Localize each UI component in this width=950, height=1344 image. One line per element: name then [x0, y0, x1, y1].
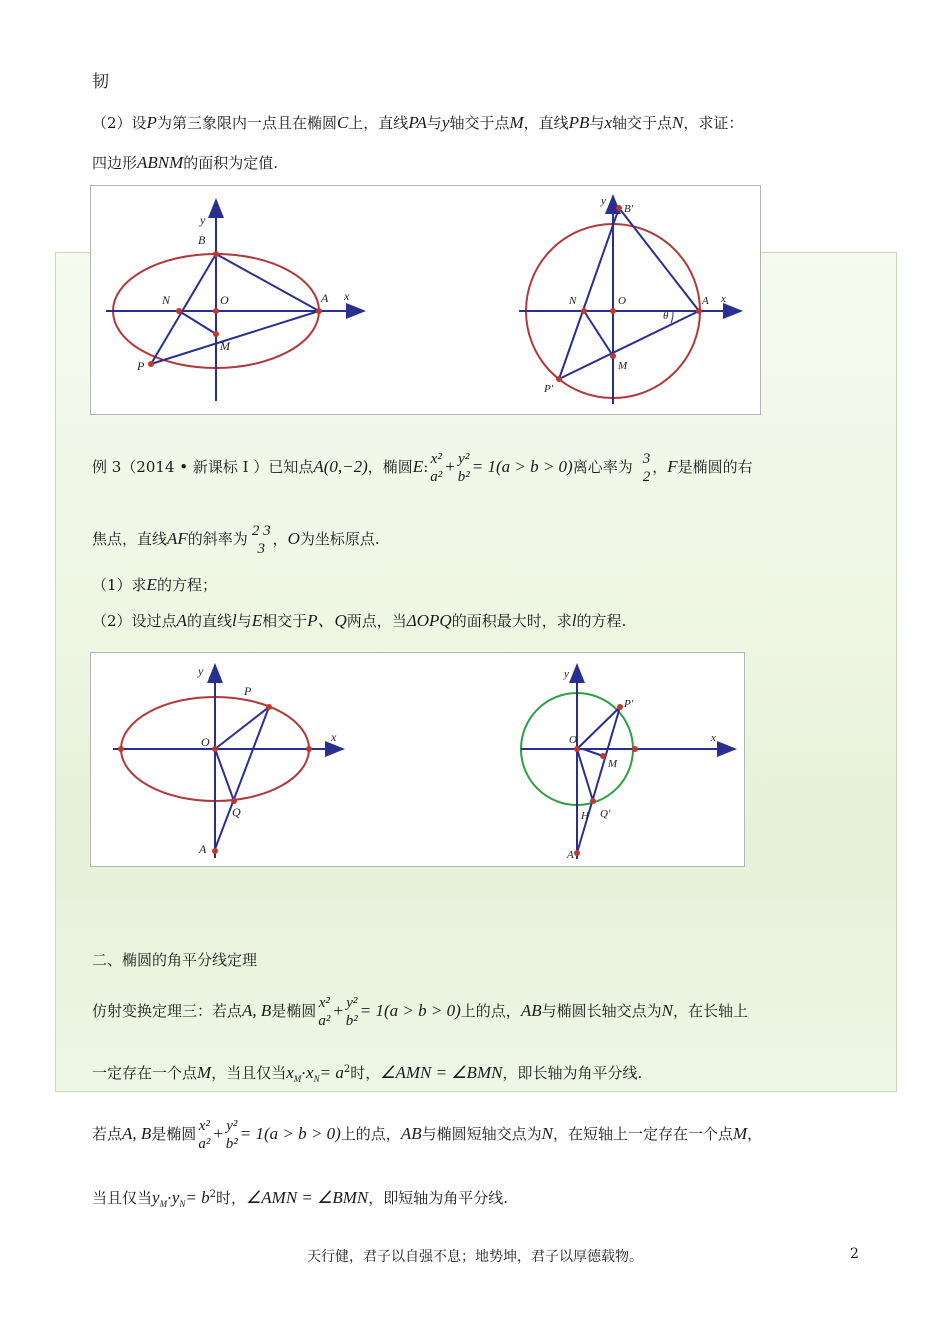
figure-1-diagram	[91, 186, 760, 414]
point-Q	[231, 798, 237, 804]
figure-2-box	[90, 652, 745, 867]
point-O	[212, 746, 218, 752]
label-x: x	[711, 732, 716, 744]
label-P: P'	[544, 383, 554, 395]
point-right-vertex	[306, 746, 312, 752]
point-A	[696, 308, 702, 314]
point-O	[213, 308, 219, 314]
label-P: P'	[624, 698, 634, 710]
segment-OQ	[215, 749, 234, 801]
label-x: x	[331, 730, 337, 744]
label-M: M	[220, 339, 230, 353]
point-P	[617, 704, 623, 710]
segment-NM	[584, 311, 613, 356]
label-O: O	[220, 293, 229, 307]
theorem3-line1: 仿射变换定理三：若点A, B是椭圆 x² a² + y² b² = 1(a > b > 0)上的点，AB与椭圆长轴交点为N，在长轴上	[92, 995, 748, 1029]
point-A	[212, 848, 218, 854]
ellipse-diagram-left	[113, 664, 343, 858]
point-P	[148, 361, 154, 367]
point-O	[610, 308, 616, 314]
segment-PA	[151, 311, 319, 364]
point-A	[574, 850, 580, 856]
point-P	[556, 376, 562, 382]
part2-line1: （2）设P为第三象限内一点且在椭圆C上，直线PA与y轴交于点M，直线PB与x轴交于点N，求证：	[92, 113, 744, 132]
segment-NM	[179, 311, 216, 334]
label-N: N	[569, 295, 577, 307]
example3-line1: 例 3（2014 • 新课标 I ）已知点A(0,−2)，椭圆E: x² a² + y² b² = 1(a > b > 0)离心率为 3 2 ，F是椭圆的右	[92, 451, 753, 485]
label-A: A	[702, 295, 709, 307]
label-Q: Q	[232, 805, 241, 819]
section2-title: 二、椭圆的角平分线定理	[92, 951, 258, 969]
label-theta: θ	[663, 310, 669, 322]
figure-2-diagram	[91, 653, 744, 866]
example3-line2: 焦点，直线AF的斜率为 2 3 3 ，O为坐标原点.	[92, 523, 380, 557]
example3-question1: （1）求E的方程；	[92, 575, 217, 594]
segment-BA	[216, 254, 319, 311]
example3-question2: （2）设过点A的直线l与E相交于P、Q两点，当ΔOPQ的面积最大时，求l的方程.	[92, 611, 627, 630]
theorem3-line2: 一定存在一个点M，当且仅当$x_M\cdot x_N= a^2$时，∠AMN = ∠BMN，即长轴为角平分线.	[92, 1063, 643, 1084]
short-axis-line1: 若点A, B是椭圆 x² a² + y² b² = 1(a > b > 0)上的点，AB与椭圆短轴交点为N，在短轴上一定存在一个点M，	[92, 1118, 763, 1152]
label-A: A	[199, 842, 207, 856]
label-y: y	[198, 664, 204, 678]
point-circle-right	[632, 746, 638, 752]
circle-diagram-right	[521, 665, 735, 861]
label-M: M	[608, 758, 618, 770]
page-footer-motto: 天行健，君子以自强不息；地势坤，君子以厚德载物。	[307, 1249, 643, 1265]
label-B: B'	[624, 203, 634, 215]
label-x: x	[721, 293, 726, 305]
label-O: O	[618, 295, 626, 307]
label-y: y	[601, 195, 606, 207]
segment-OQ	[577, 749, 593, 801]
label-B: B	[198, 233, 206, 247]
point-M	[610, 353, 616, 359]
label-Q: Q'	[600, 808, 611, 820]
angle-arc	[671, 311, 673, 323]
point-B	[616, 205, 622, 211]
point-left-vertex	[118, 746, 124, 752]
point-A	[316, 308, 322, 314]
point-Q	[590, 798, 596, 804]
label-P: P	[137, 359, 145, 373]
label-A: A	[567, 849, 574, 861]
short-axis-line2: 当且仅当$y_M\cdot y_N= b^2$时，∠AMN = ∠BMN，即短轴为角平分线.	[92, 1188, 509, 1209]
circle-diagram-right	[519, 195, 741, 404]
label-P: P	[244, 684, 252, 698]
label-O: O	[569, 734, 577, 746]
label-N: N	[162, 293, 171, 307]
top-fragment-char: 韧	[92, 72, 109, 92]
point-N	[176, 308, 182, 314]
label-H: H	[581, 810, 589, 822]
ellipse-diagram-left	[106, 200, 364, 401]
label-y: y	[564, 668, 569, 680]
point-N	[581, 308, 587, 314]
label-O: O	[201, 735, 210, 749]
label-M: M	[618, 360, 628, 372]
segment-BA	[619, 208, 699, 311]
point-O	[574, 746, 580, 752]
point-B	[213, 251, 219, 257]
label-y: y	[200, 213, 206, 227]
point-M	[600, 753, 606, 759]
label-x: x	[344, 289, 350, 303]
segment-OM	[583, 749, 603, 756]
part2-line2: 四边形ABNM的面积为定值.	[92, 153, 279, 172]
page-number: 2	[850, 1246, 859, 1262]
point-M	[213, 331, 219, 337]
label-A: A	[321, 291, 329, 305]
point-P	[266, 704, 272, 710]
figure-1-box	[90, 185, 761, 415]
